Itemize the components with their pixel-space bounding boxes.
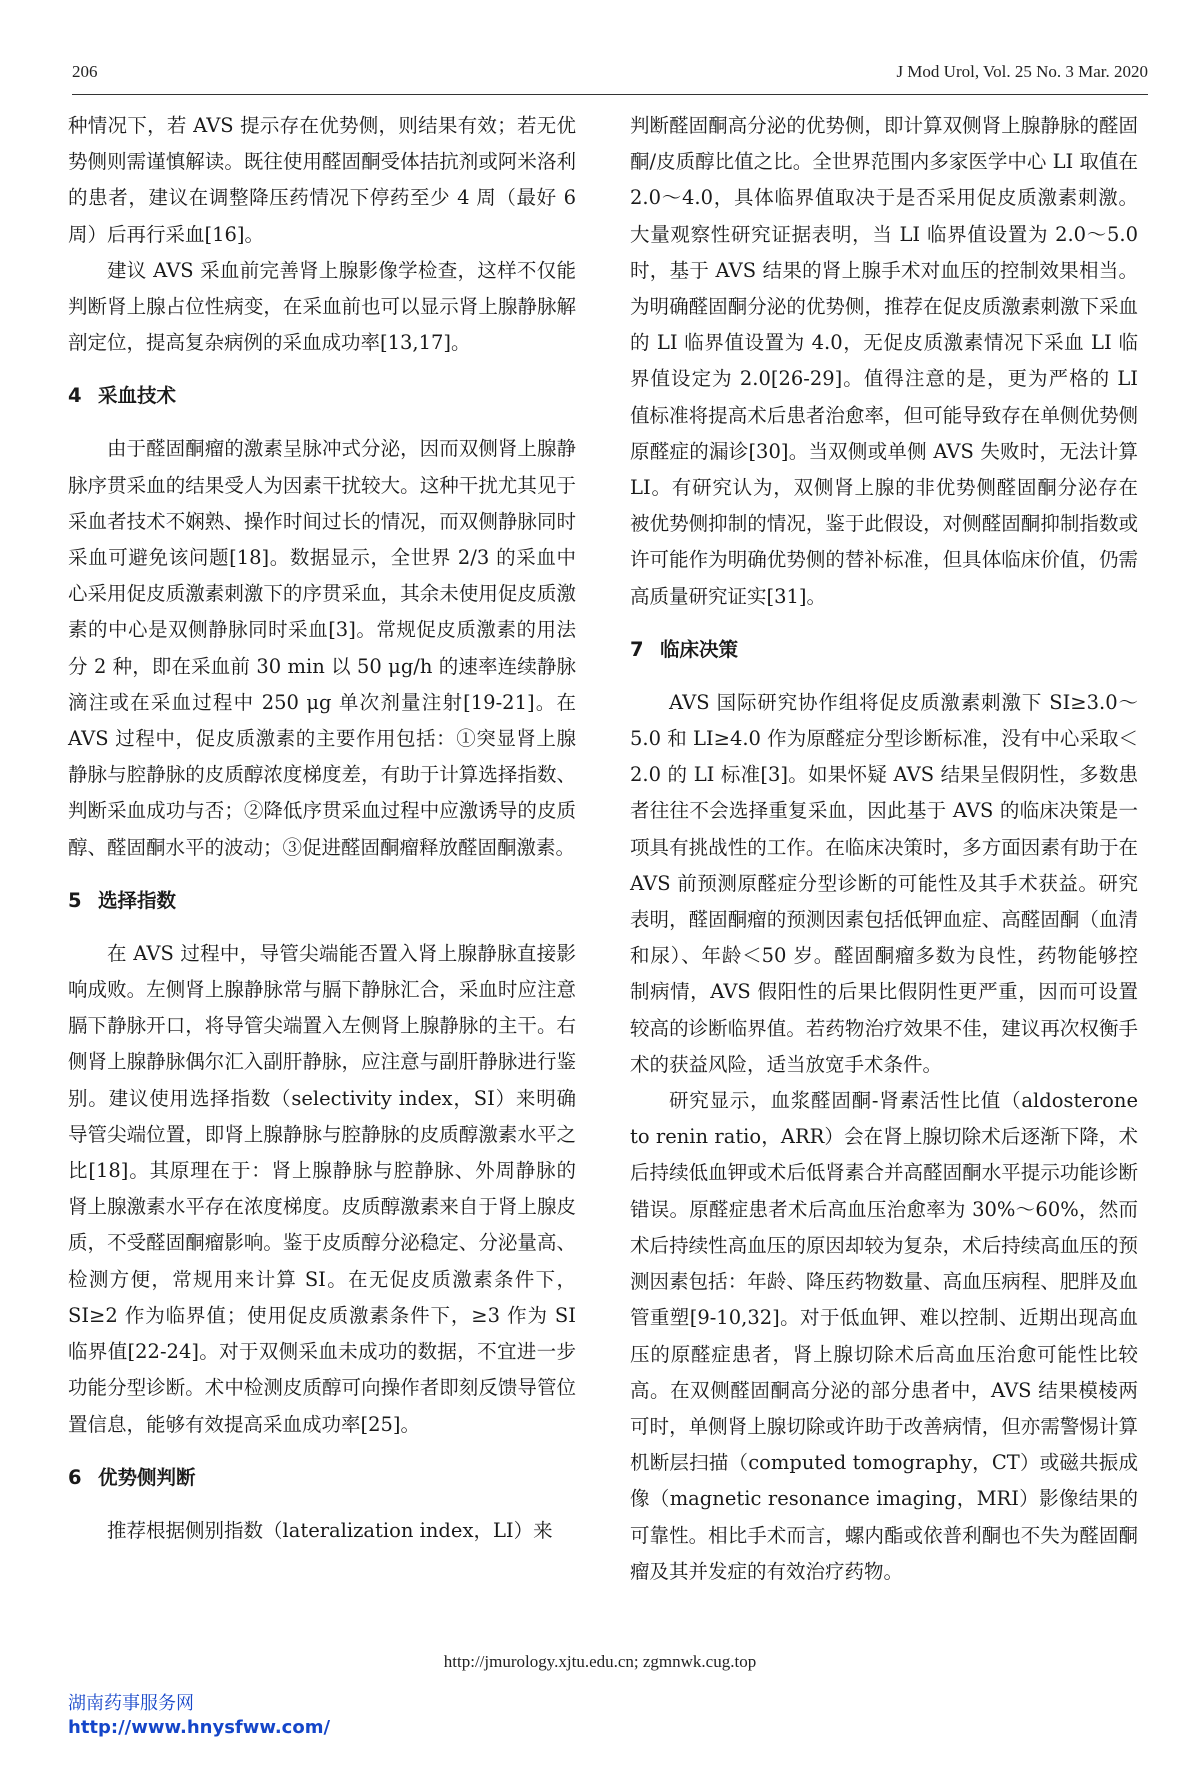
paragraph: 研究显示，血浆醛固酮-肾素活性比值（aldosterone to renin ratio，ARR）会在肾上腺切除术后逐渐下降，术后持续低血钾或术后低肾素合并高醛固酮水平提示功能诊断错误。原醛症患者术后高血压治愈率为 30%～60%，然而术后持续性高血压的原因却较为复杂，术后持续高血压的预测因素包括：年龄、降压药物数量、高血压病程、肥胖及血管重塑[9-10,32]。对于低血钾、难以控制、近期出现高血压的原醛症患者，肾上腺切除术后高血压治愈可能性比较高。在双侧醛固酮高分泌的部分患者中，AVS 结果模棱两可时，单侧肾上腺切除或许助于改善病情，但亦需警惕计算机断层扫描（computed tomography，CT）或磁共振成像（magnetic resonance imaging，MRI）影像结果的可靠性。相比手术而言，螺内酯或依普利酮也不失为醛固酮瘤及其并发症的有效治疗药物。 bbox=[630, 1089, 1138, 1583]
section-title: 优势侧判断 bbox=[98, 1465, 196, 1489]
left-column bbox=[68, 108, 576, 1549]
paragraph: 由于醛固酮瘤的激素呈脉冲式分泌，因而双侧肾上腺静脉序贯采血的结果受人为因素干扰较大。这种干扰尤其见于采血者技术不娴熟、操作时间过长的情况，而双侧静脉同时采血可避免该问题[18]。数据显示，全世界 2/3 的采血中心采用促皮质激素刺激下的序贯采血，其余未使用促皮质激素的中心是双侧静脉同时采血[3]。常规促皮质激素的用法分 2 种，即在采血前 30 min 以 50 μg/h 的速率连续静脉滴注或在采血过程中 250 μg 单次剂量注射[19-21]。在 AVS 过程中，促皮质激素的主要作用包括：①突显肾上腺静脉与腔静脉的皮质醇浓度梯度差，有助于计算选择指数、判断采血成功与否；②降低序贯采血过程中应激诱导的皮质醇、醛固酮水平的波动；③促进醛固酮瘤释放醛固酮激素。 bbox=[68, 437, 576, 859]
section-number: 6 bbox=[68, 1465, 82, 1489]
section-title: 临床决策 bbox=[660, 637, 739, 661]
section-heading-4 bbox=[68, 378, 576, 414]
paragraph: 在 AVS 过程中，导管尖端能否置入肾上腺静脉直接影响成败。左侧肾上腺静脉常与膈下静脉汇合，采血时应注意膈下静脉开口，将导管尖端置入左侧肾上腺静脉的主干。右侧肾上腺静脉偶尔汇入副肝静脉，应注意与副肝静脉进行鉴别。建议使用选择指数（selectivity index，SI）来明确导管尖端位置，即肾上腺静脉与腔静脉的皮质醇激素水平之比[18]。其原理在于：肾上腺静脉与腔静脉、外周静脉的肾上腺激素水平存在浓度梯度。皮质醇激素来自于肾上腺皮质，不受醛固酮瘤影响。鉴于皮质醇分泌稳定、分泌量高、检测方便，常规用来计算 SI。在无促皮质激素条件下，SI≥2 作为临界值；使用促皮质激素条件下，≥3 作为 SI 临界值[22-24]。对于双侧采血未成功的数据，不宜进一步功能分型诊断。术中检测皮质醇可向操作者即刻反馈导管位置信息，能够有效提高采血成功率[25]。 bbox=[68, 941, 576, 1436]
section-heading-7 bbox=[630, 632, 1138, 668]
section-number: 7 bbox=[630, 637, 644, 661]
paragraph: 推荐根据侧别指数（lateralization index，LI）来 bbox=[107, 1518, 553, 1542]
section-heading-5 bbox=[68, 883, 576, 919]
header-rule bbox=[72, 94, 1148, 95]
watermark-url-link[interactable]: http://www.hnysfww.com/ bbox=[68, 1717, 331, 1738]
paragraph: 建议 AVS 采血前完善肾上腺影像学检查，这样不仅能判断肾上腺占位性病变，在采血前也可以显示肾上腺静脉解剖定位，提高复杂病例的采血成功率[13,17]。 bbox=[68, 258, 576, 355]
right-column bbox=[630, 108, 1138, 1590]
section-heading-6 bbox=[68, 1460, 576, 1496]
paragraph: AVS 国际研究协作组将促皮质激素刺激下 SI≥3.0～5.0 和 LI≥4.0 作为原醛症分型诊断标准，没有中心采取＜2.0 的 LI 标准[3]。如果怀疑 AVS 结果呈假阴性，多数患者往往不会选择重复采血，因此基于 AVS 的临床决策是一项具有挑战性的工作。在临床决策时，多方面因素有助于在 AVS 前预测原醛症分型诊断的可能性及其手术获益。研究表明，醛固酮瘤的预测因素包括低钾血症、高醛固酮（血清和尿）、年龄＜50 岁。醛固酮瘤多数为良性，药物能够控制病情，AVS 假阳性的后果比假阴性更严重，因而可设置较高的诊断临界值。若药物治疗效果不佳，建议再次权衡手术的获益风险，适当放宽手术条件。 bbox=[630, 690, 1138, 1076]
running-header bbox=[72, 62, 1148, 90]
footer-url: http://jmurology.xjtu.edu.cn; zgmnwk.cug.top bbox=[443, 1652, 757, 1671]
section-number: 4 bbox=[68, 384, 82, 408]
site-watermark bbox=[68, 1692, 330, 1740]
paragraph: 种情况下，若 AVS 提示存在优势侧，则结果有效；若无优势侧则需谨慎解读。既往使用醛固酮受体拮抗剂或阿米洛利的患者，建议在调整降压药情况下停药至少 4 周（最好 6 周）后再行采血[16]。 bbox=[68, 114, 576, 246]
paragraph: 判断醛固酮高分泌的优势侧，即计算双侧肾上腺静脉的醛固酮/皮质醇比值之比。全世界范围内多家医学中心 LI 取值在 2.0～4.0，具体临界值取决于是否采用促皮质激素刺激。大量观察性研究证据表明，当 LI 临界值设置为 2.0～5.0 时，基于 AVS 结果的肾上腺手术对血压的控制效果相当。为明确醛固酮分泌的优势侧，推荐在促皮质激素刺激下采血的 LI 临界值设置为 4.0，无促皮质激素情况下采血 LI 临界值设定为 2.0[26-29]。值得注意的是，更为严格的 LI 值标准将提高术后患者治愈率，但可能导致存在单侧优势侧原醛症的漏诊[30]。当双侧或单侧 AVS 失败时，无法计算 LI。有研究认为，双侧肾上腺的非优势侧醛固酮分泌存在被优势侧抑制的情况，鉴于此假设，对侧醛固酮抑制指数或许可能作为明确优势侧的替补标准，但具体临床价值，仍需高质量研究证实[31]。 bbox=[630, 114, 1138, 608]
section-number: 5 bbox=[68, 888, 82, 912]
journal-citation: J Mod Urol, Vol. 25 No. 3 Mar. 2020 bbox=[896, 62, 1148, 81]
watermark-site-name: 湖南药事服务网 bbox=[68, 1693, 194, 1714]
section-title: 采血技术 bbox=[98, 384, 177, 408]
page-number: 206 bbox=[72, 62, 98, 81]
section-title: 选择指数 bbox=[98, 888, 177, 912]
